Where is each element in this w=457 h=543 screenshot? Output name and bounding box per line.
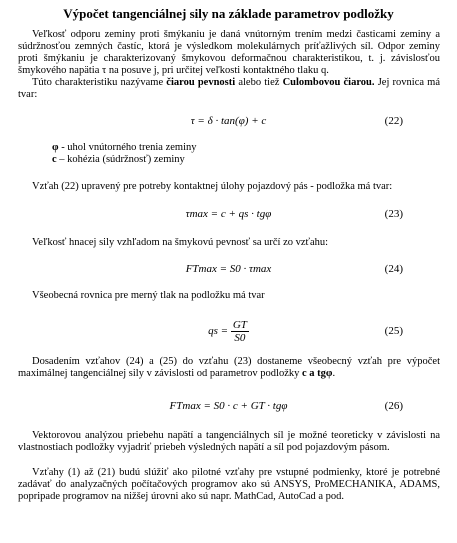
paragraph-driving-force: Veľkosť hnacej sily vzhľadom na šmykovú pevnosť sa určí zo vzťahu:: [32, 237, 329, 248]
fraction: $\frac{GT}{S0}$: [232, 318, 247, 344]
equation-25-row: [0, 318, 457, 344]
equation-22-row: [0, 113, 457, 129]
definition-phi: φ - uhol vnútorného trenia zeminy: [52, 142, 197, 153]
paragraph-vector-analysis: Vektorovou analýzou priebehu napätí a tangenciálnych síl je možné teoreticky v závislosti na vlastnostiach podložky vyjadriť priebeh výsledných napätí a síl pod pojazdovým pásom.: [18, 430, 440, 453]
paragraph-text: Veľkosť odporu zeminy proti šmýkaniu je daná vnútorným trením medzi časticami zeminy a súdržnosťou zemných častíc, ktorá je výsledkom molekulárnych príťažlivých síl. Odpor zeminy proti šmýkaniu je charakterizovaný šmykovou deformačnou charakteristikou, t. j. závislosťou šmykového napätia τ na posuve j, pri určitej veľkosti kontaktného tlaku q.: [18, 29, 440, 76]
equation-26: FTmax = S0 · c + GT · tgφ: [169, 400, 288, 412]
paragraph-shear-resistance: [18, 29, 440, 101]
equation-23-row: [0, 206, 457, 222]
term-culomb-line: Culombovou čiarou.: [282, 77, 375, 88]
equation-23-number: (23): [384, 208, 403, 220]
equation-24-row: [0, 261, 457, 277]
definition-c: c – kohézia (súdržnosť) zeminy: [52, 154, 185, 165]
paragraph-general-pressure: Všeobecná rovnica pre merný tlak na podložku má tvar: [32, 290, 265, 301]
equation-24-number: (24): [384, 263, 403, 275]
equation-26-number: (26): [384, 400, 403, 412]
paragraph-strength-line: Túto charakteristiku nazývame čiarou pevnosti alebo tiež Culombovou čiarou. Jej rovnica má tvar:: [18, 77, 441, 100]
equation-26-row: [0, 398, 457, 414]
equation-25: qs = $\frac{GT}{S0}$: [208, 318, 247, 344]
term-strength-line: čiarou pevnosti: [166, 77, 236, 88]
document-title: Výpočet tangenciálnej sily na základe parametrov podložky: [63, 6, 394, 21]
equation-23: τmax = c + qs · tgφ: [185, 208, 272, 220]
equation-24: FTmax = S0 · τmax: [185, 263, 272, 275]
symbol-definitions: [52, 142, 432, 166]
equation-25-number: (25): [384, 325, 403, 337]
paragraph-substitution: Dosadením vzťahov (24) a (25) do vzťahu (23) dostaneme všeobecný vzťah pre výpočet maximálnej tangenciálnej sily v závislosti od parametrov podložky c a tgφ.: [18, 356, 440, 379]
term-parameters: c a tgφ: [302, 368, 333, 379]
equation-22: τ = δ · tan(φ) + c: [190, 115, 267, 127]
paragraph-pilot-relations: Vzťahy (1) až (21) budú slúžiť ako pilotné vzťahy pre vstupné podmienky, ktoré je potrebné zadávať do analyzačných počítačových programov ako sú ANSYS, ProMECHANIKA, ADAMS, popripade programov na nižšej úrovni ako sú napr. MathCad, AutoCad a pod.: [18, 467, 440, 502]
equation-22-number: (22): [384, 115, 403, 127]
paragraph-contact-task: Vzťah (22) upravený pre potreby kontaktnej úlohy pojazdový pás - podložka má tvar:: [32, 181, 393, 192]
